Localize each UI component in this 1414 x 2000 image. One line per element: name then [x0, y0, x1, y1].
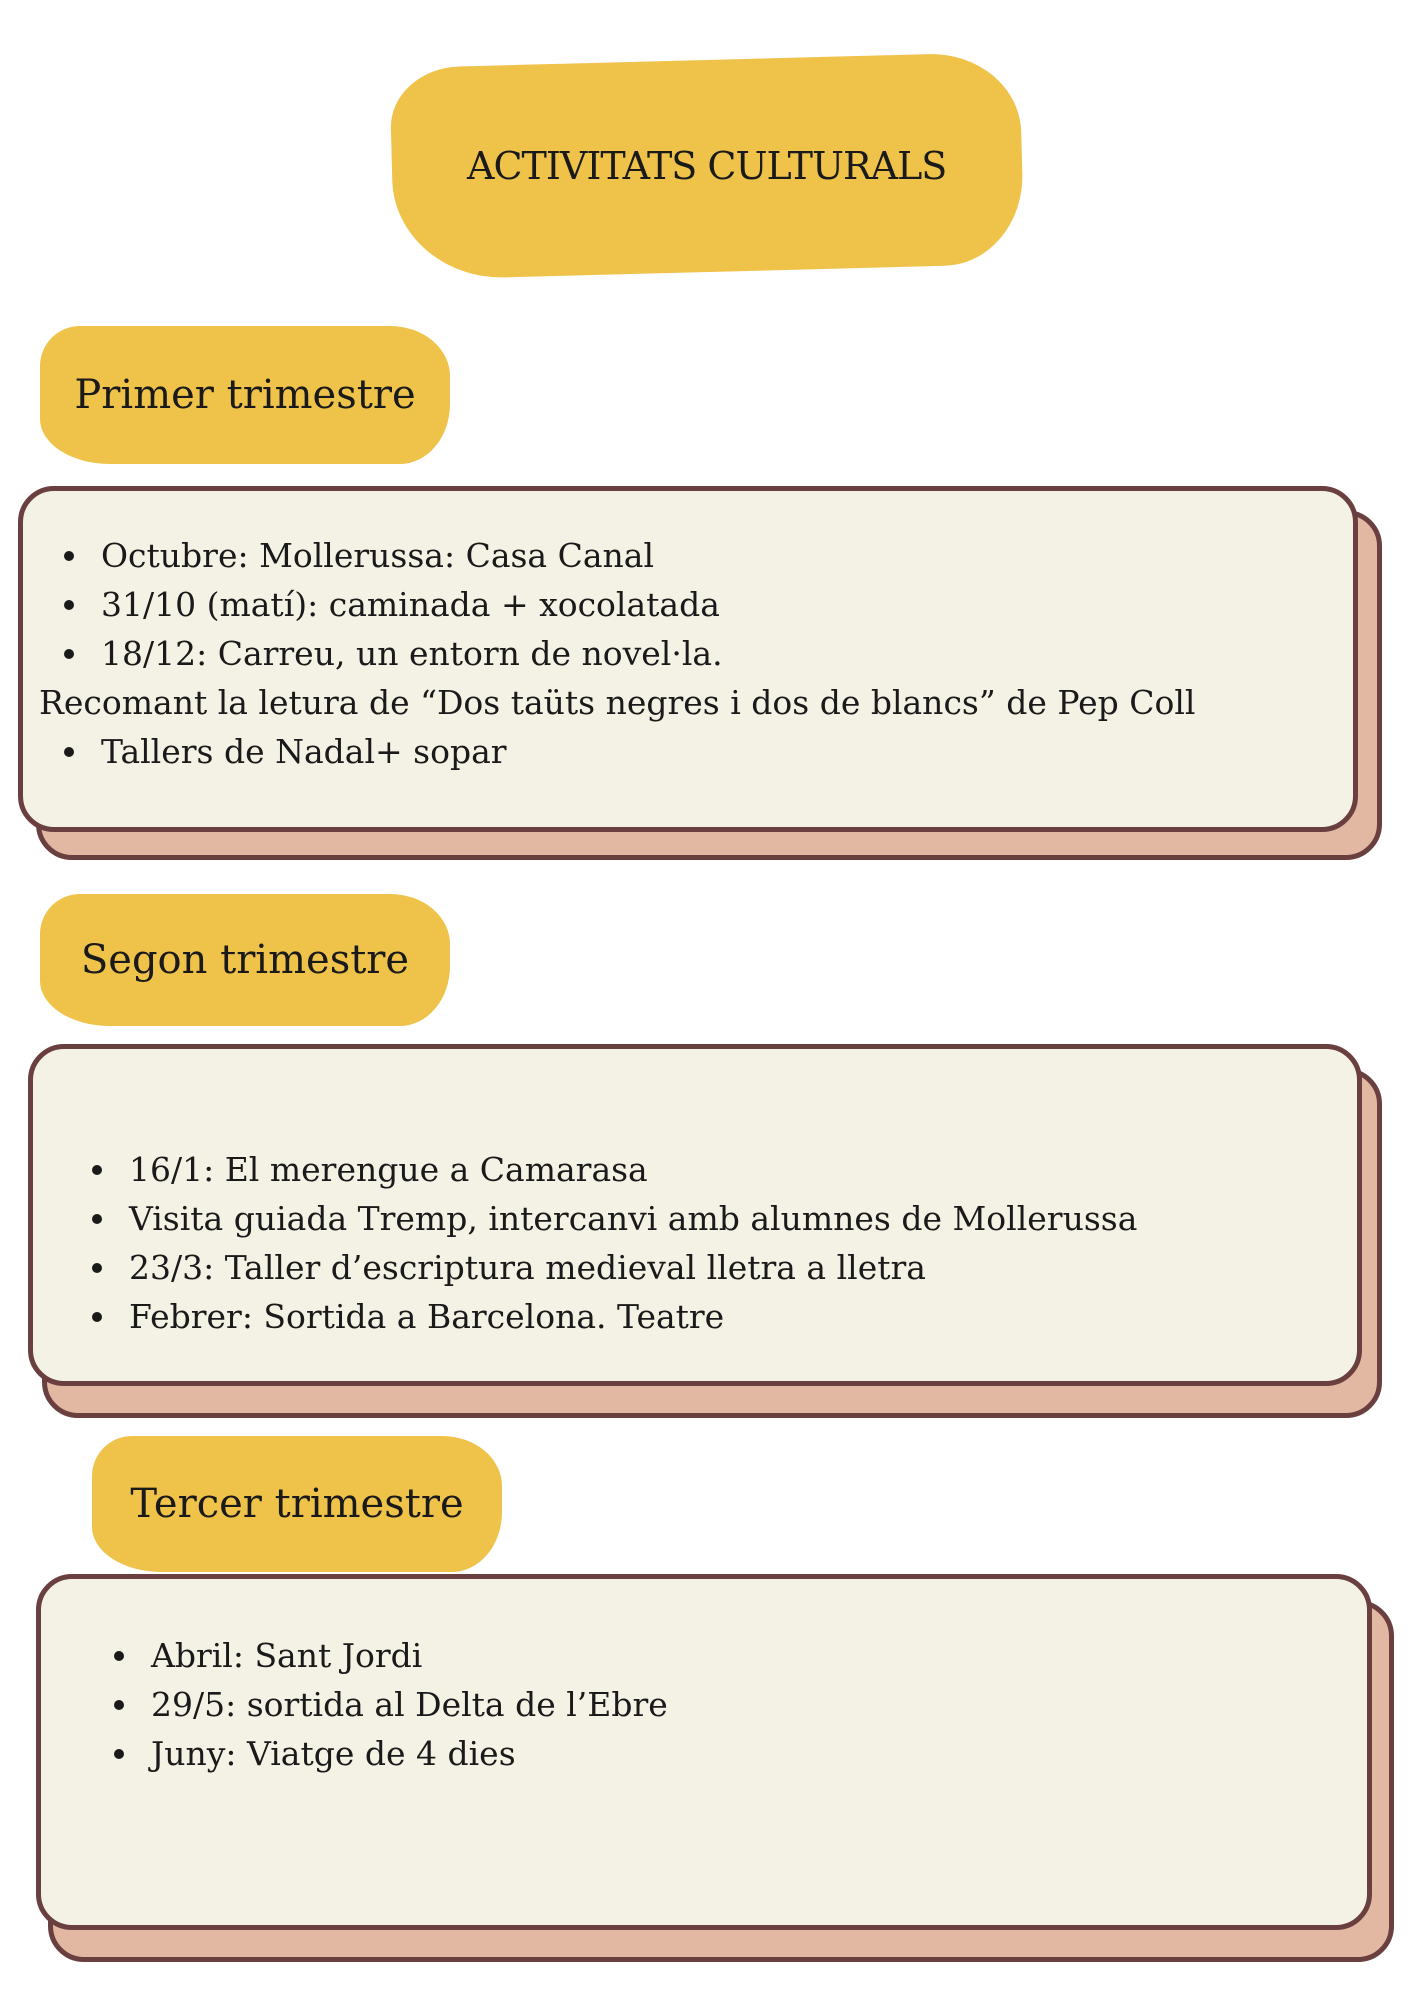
card-first-term [18, 486, 1358, 832]
activity-list-second-term [129, 1145, 1137, 1341]
list-item: Tallers de Nadal+ sopar [101, 727, 1195, 776]
list-note: Recomant la letura de “Dos taüts negres i dos de blancs” de Pep Coll [39, 683, 1196, 722]
activity-list-third-term [151, 1631, 668, 1778]
list-item: 18/12: Carreu, un entorn de novel·la. [101, 629, 1195, 678]
activity-list-first-term [39, 531, 1196, 776]
list-item: Febrer: Sortida a Barcelona. Teatre [129, 1292, 1137, 1341]
list-item: Visita guiada Tremp, intercanvi amb alumnes de Mollerussa [129, 1194, 1137, 1243]
card-third-term [36, 1574, 1372, 1930]
page-title: ACTIVITATS CULTURALS [467, 144, 947, 188]
title-highlight [389, 52, 1024, 280]
list-item: 23/3: Taller d’escriptura medieval lletra a lletra [129, 1243, 1137, 1292]
section-heading-third-term: Tercer trimestre [92, 1436, 502, 1572]
section-heading-second-term: Segon trimestre [40, 894, 450, 1026]
list-item: 29/5: sortida al Delta de l’Ebre [151, 1680, 668, 1729]
list-item: Juny: Viatge de 4 dies [151, 1729, 668, 1778]
list-item: Abril: Sant Jordi [151, 1631, 668, 1680]
list-item: Octubre: Mollerussa: Casa Canal [101, 531, 1195, 580]
list-item: 31/10 (matí): caminada + xocolatada [101, 580, 1195, 629]
list-item: 16/1: El merengue a Camarasa [129, 1145, 1137, 1194]
card-second-term [28, 1044, 1362, 1386]
section-heading-first-term: Primer trimestre [40, 326, 450, 464]
